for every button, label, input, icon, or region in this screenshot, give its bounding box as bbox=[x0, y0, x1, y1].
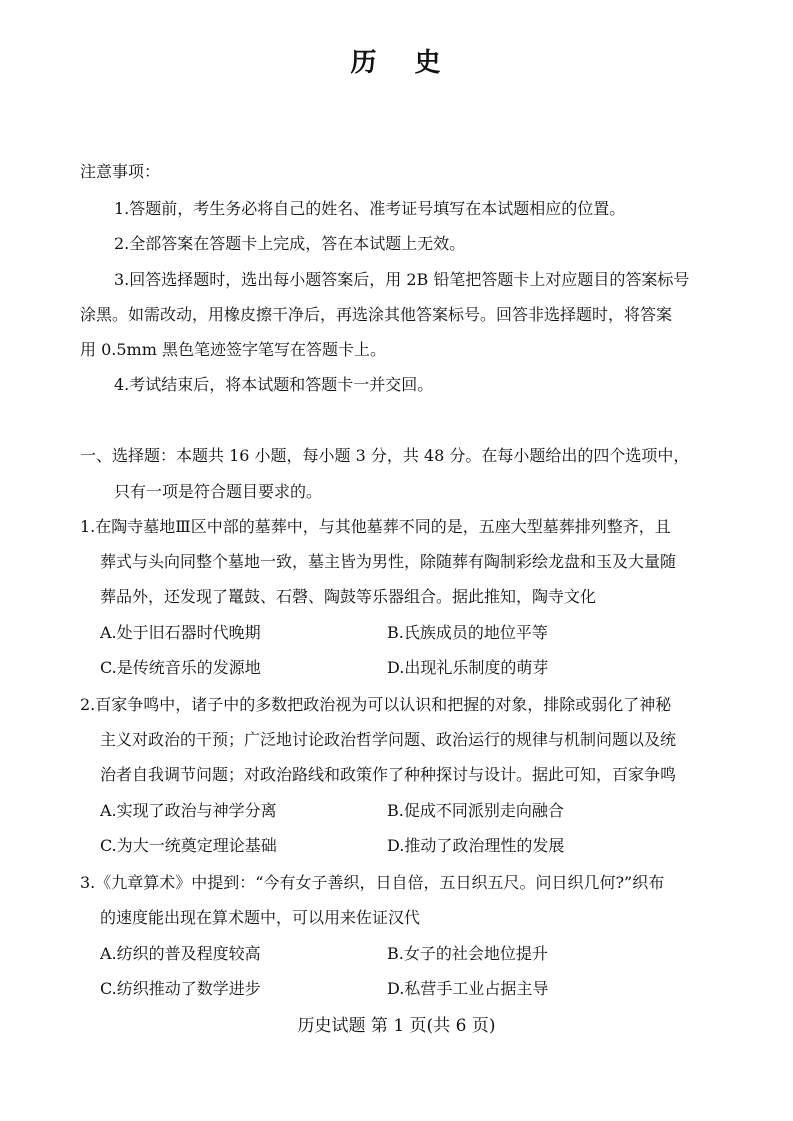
notice-item-3-line-2: 涂黑。如需改动，用橡皮擦干净后，再选涂其他答案标号。回答非选择题时，将答案 bbox=[80, 305, 673, 324]
question-1-line-2: 葬式与头向同整个墓地一致，墓主皆为男性，除随葬有陶制彩绘龙盘和玉及大量随 bbox=[100, 552, 677, 571]
question-2-option-b: B.促成不同派别走向融合 bbox=[387, 801, 564, 820]
section-heading-line-1: 一、选择题：本题共 16 小题，每小题 3 分，共 48 分。在每小题给出的四个选项中， bbox=[80, 446, 690, 465]
question-2-line-1: 2.百家争鸣中，诸子中的多数把政治视为可以认识和把握的对象，排除或弱化了神秘 bbox=[80, 695, 672, 714]
notice-item-1: 1.答题前，考生务必将自己的姓名、准考证号填写在本试题相应的位置。 bbox=[114, 199, 626, 218]
question-1-line-3: 葬品外，还发现了鼍鼓、石磬、陶鼓等乐器组合。据此推知，陶寺文化 bbox=[100, 587, 597, 606]
title-char-1: 历 bbox=[350, 48, 379, 78]
question-3-line-1: 3.《九章算术》中提到：“今有女子善织，日自倍，五日织五尺。问日织几何?”织布 bbox=[80, 873, 665, 892]
notice-item-3-line-1: 3.回答选择题时，选出每小题答案后，用 2B 铅笔把答题卡上对应题目的答案标号 bbox=[114, 270, 690, 289]
question-1-option-d: D.出现礼乐制度的萌芽 bbox=[387, 658, 549, 677]
question-3-option-b: B.女子的社会地位提升 bbox=[387, 944, 548, 963]
question-1-option-c: C.是传统音乐的发源地 bbox=[100, 658, 261, 677]
question-2-option-c: C.为大一统奠定理论基础 bbox=[100, 836, 277, 855]
notice-item-3-line-3: 用 0.5mm 黑色笔迹签字笔写在答题卡上。 bbox=[80, 340, 386, 359]
question-2-line-3: 治者自我调节问题；对政治路线和政策作了种种探讨与设计。据此可知，百家争鸣 bbox=[100, 765, 677, 784]
question-2-option-d: D.推动了政治理性的发展 bbox=[387, 836, 565, 855]
notice-heading: 注意事项： bbox=[80, 162, 161, 181]
notice-item-4: 4.考试结束后，将本试题和答题卡一并交回。 bbox=[114, 375, 434, 394]
question-2-line-2: 主义对政治的干预；广泛地讨论政治哲学问题、政治运行的规律与机制问题以及统 bbox=[100, 730, 677, 749]
question-3-option-a: A.纺织的普及程度较高 bbox=[100, 944, 261, 963]
question-1-line-1: 1.在陶寺墓地Ⅲ区中部的墓葬中，与其他墓葬不同的是，五座大型墓葬排列整齐，且 bbox=[80, 517, 671, 536]
notice-item-2: 2.全部答案在答题卡上完成，答在本试题上无效。 bbox=[114, 234, 466, 253]
question-3-line-2: 的速度能出现在算术题中，可以用来佐证汉代 bbox=[100, 908, 421, 927]
question-3-option-d: D.私营手工业占据主导 bbox=[387, 979, 549, 998]
question-3-option-c: C.纺织推动了数学进步 bbox=[100, 979, 261, 998]
page-footer: 历史试题 第 1 页(共 6 页) bbox=[297, 1016, 496, 1036]
section-heading-line-2: 只有一项是符合题目要求的。 bbox=[114, 482, 323, 501]
question-1-option-a: A.处于旧石器时代晚期 bbox=[100, 623, 261, 642]
question-1-option-b: B.氏族成员的地位平等 bbox=[387, 623, 548, 642]
title-char-2: 史 bbox=[414, 48, 443, 78]
page-title bbox=[0, 42, 793, 79]
question-2-option-a: A.实现了政治与神学分离 bbox=[100, 801, 277, 820]
